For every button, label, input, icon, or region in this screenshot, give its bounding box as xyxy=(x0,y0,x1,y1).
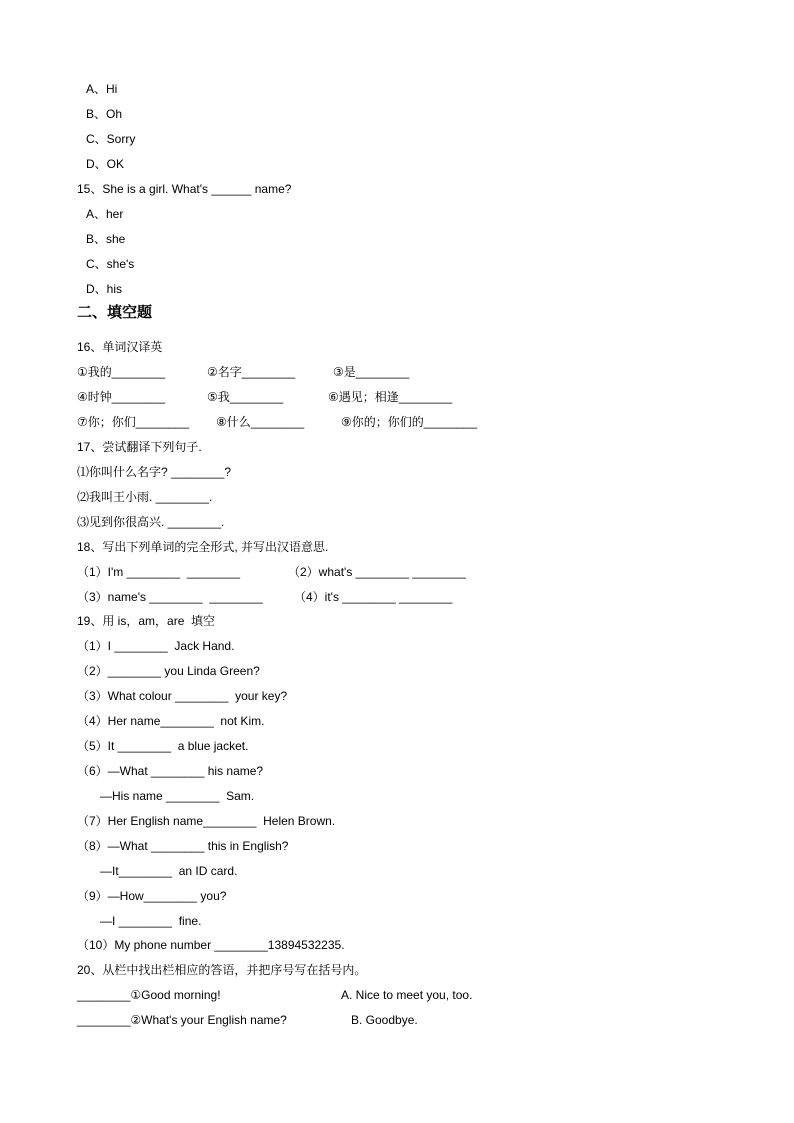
q16-item-8: ⑧什么________ xyxy=(216,415,305,429)
q16-item-1: ①我的________ xyxy=(77,365,166,379)
q20-stem: 20、从栏中找出栏相应的答语，并把序号写在括号内。 xyxy=(77,963,367,977)
q15-option-d: D、his xyxy=(86,282,123,296)
q19-item-8: （8）—What ________ this in English? xyxy=(77,839,289,853)
q19-item-4: （4）Her name________ not Kim. xyxy=(77,714,265,728)
q19-item-1: （1）I ________ Jack Hand. xyxy=(77,639,235,653)
q17-stem: 17、尝试翻译下列句子. xyxy=(77,440,202,454)
q16-item-2: ②名字________ xyxy=(207,365,296,379)
q19-item-8-answer: —It________ an ID card. xyxy=(100,864,238,878)
q15-option-b: B、she xyxy=(86,232,126,246)
q17-item-3: ⑶见到你很高兴. ________. xyxy=(77,515,225,529)
q19-stem: 19、用 is，am，are 填空 xyxy=(77,614,216,628)
q19-item-2: （2）________ you Linda Green? xyxy=(77,664,260,678)
q19-item-9: （9）—How________ you? xyxy=(77,889,227,903)
q15-stem: 15、She is a girl. What's ______ name? xyxy=(77,182,292,196)
q16-item-6: ⑥遇见；相逢________ xyxy=(328,390,453,404)
q16-stem: 16、单词汉译英 xyxy=(77,340,163,354)
q16-item-4: ④时钟________ xyxy=(77,390,166,404)
q19-item-6: （6）—What ________ his name? xyxy=(77,764,264,778)
q17-item-1: ⑴你叫什么名字? ________? xyxy=(77,465,232,479)
q14-option-d: D、OK xyxy=(86,157,125,171)
q16-item-9: ⑨你的；你们的________ xyxy=(341,415,478,429)
q19-item-9-answer: —I ________ fine. xyxy=(100,914,202,928)
q19-item-10: （10）My phone number ________13894532235. xyxy=(77,938,345,952)
q18-item-3: （3）name's ________ ________ xyxy=(77,590,263,604)
q17-item-2: ⑵我叫王小雨. ________. xyxy=(77,490,213,504)
q20-row-1-answer: A. Nice to meet you, too. xyxy=(341,988,473,1002)
q18-item-4: （4）it's ________ ________ xyxy=(294,590,453,604)
q18-stem: 18、写出下列单词的完全形式, 并写出汉语意思. xyxy=(77,540,329,554)
q20-row-2-question: ________②What's your English name? xyxy=(77,1013,287,1027)
q15-option-c: C、she's xyxy=(86,257,135,271)
q14-option-b: B、Oh xyxy=(86,107,123,121)
section-2-heading: 二、填空题 xyxy=(77,304,153,321)
q19-item-6-answer: —His name ________ Sam. xyxy=(100,789,255,803)
q18-item-1: （1）I'm ________ ________ xyxy=(77,565,241,579)
q16-item-3: ③是________ xyxy=(333,365,410,379)
q18-item-2: （2）what's ________ ________ xyxy=(288,565,466,579)
q19-item-5: （5）It ________ a blue jacket. xyxy=(77,739,249,753)
q19-item-3: （3）What colour ________ your key? xyxy=(77,689,288,703)
q20-row-2-answer: B. Goodbye. xyxy=(351,1013,418,1027)
q15-option-a: A、her xyxy=(86,207,124,221)
q14-option-c: C、Sorry xyxy=(86,132,136,146)
q20-row-1-question: ________①Good morning! xyxy=(77,988,221,1002)
q16-item-7: ⑦你；你们________ xyxy=(77,415,190,429)
q16-item-5: ⑤我________ xyxy=(207,390,284,404)
q19-item-7: （7）Her English name________ Helen Brown. xyxy=(77,814,336,828)
q14-option-a: A、Hi xyxy=(86,82,118,96)
